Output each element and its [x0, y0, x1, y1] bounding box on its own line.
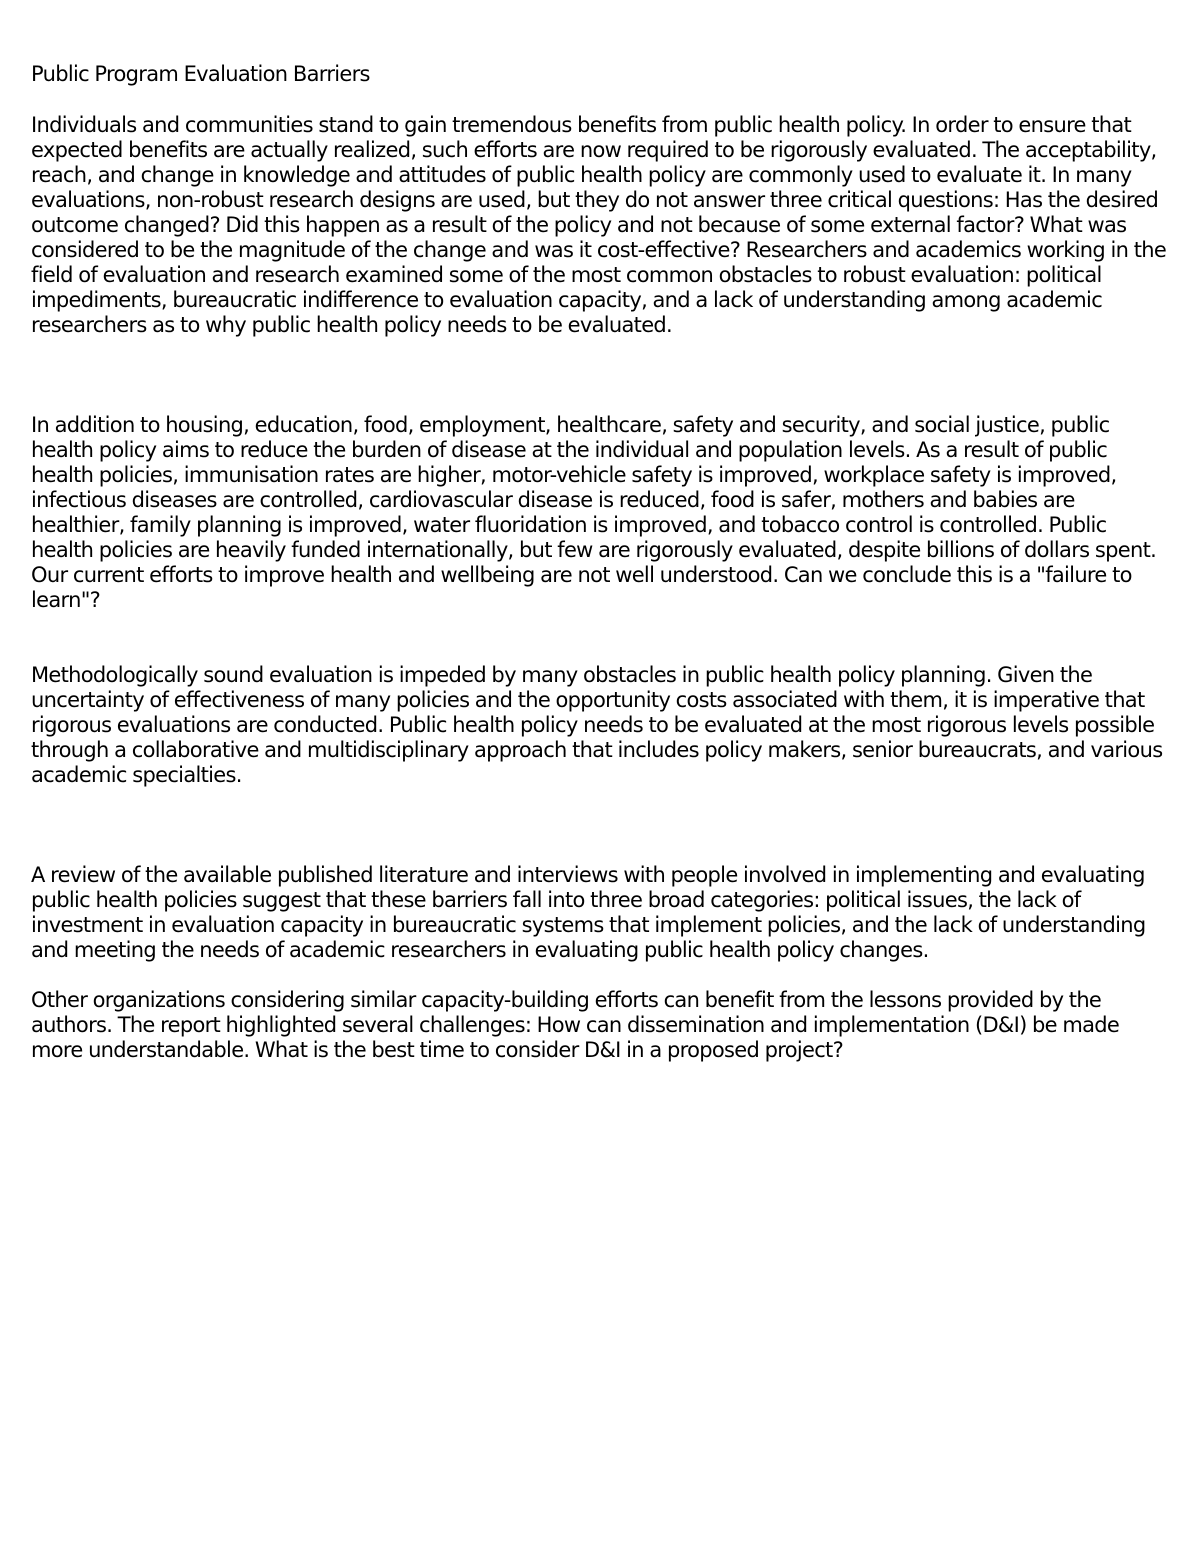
paragraph-1: Individuals and communities stand to gain tremendous benefits from public health policy. In order to ensure that expected benefits are actually realized, such efforts are now required to be rigorously evaluated. The acceptability, reach, and change in knowledge and attitudes of public health policy are commonly used to evaluate it. In many evaluations, non-robust research designs are used, but they do not answer three critical questions: Has the desired outcome changed? Did this happen as a result of the policy and not because of some external factor? What was considered to be the magnitude of the change and was it cost-effective? Researchers and academics working in the field of evaluation and research examined some of the most common obstacles to robust evaluation: political impediments, bureaucratic indifference to evaluation capacity, and a lack of understanding among academic researchers as to why public health policy needs to be evaluated. [31, 113, 1167, 337]
document-title: Public Program Evaluation Barriers [31, 62, 370, 86]
paragraph-3: Methodologically sound evaluation is impeded by many obstacles in public health policy planning. Given the uncertainty of effectiveness of many policies and the opportunity costs associated with them, it is imperative that rigorous evaluations are conducted. Public health policy needs to be evaluated at the most rigorous levels possible through a collaborative and multidisciplinary approach that includes policy makers, senior bureaucrats, and various academic specialties. [31, 663, 1163, 787]
paragraph-4: A review of the available published literature and interviews with people involved in implementing and evaluating public health policies suggest that these barriers fall into three broad categories: political issues, the lack of investment in evaluation capacity in bureaucratic systems that implement policies, and the lack of understanding and meeting the needs of academic researchers in evaluating public health policy changes. [31, 863, 1146, 962]
paragraph-2: In addition to housing, education, food, employment, healthcare, safety and security, and social justice, public health policy aims to reduce the burden of disease at the individual and population levels. As a result of public health policies, immunisation rates are higher, motor-vehicle safety is improved, workplace safety is improved, infectious diseases are controlled, cardiovascular disease is reduced, food is safer, mothers and babies are healthier, family planning is improved, water fluoridation is improved, and tobacco control is controlled. Public health policies are heavily funded internationally, but few are rigorously evaluated, despite billions of dollars spent. Our current efforts to improve health and wellbeing are not well understood. Can we conclude this is a "failure to learn"? [31, 413, 1157, 612]
paragraph-5: Other organizations considering similar capacity-building efforts can benefit from the lessons provided by the authors. The report highlighted several challenges: How can dissemination and implementation (D&I) be made more understandable. What is the best time to consider D&I in a proposed project? [31, 988, 1120, 1062]
